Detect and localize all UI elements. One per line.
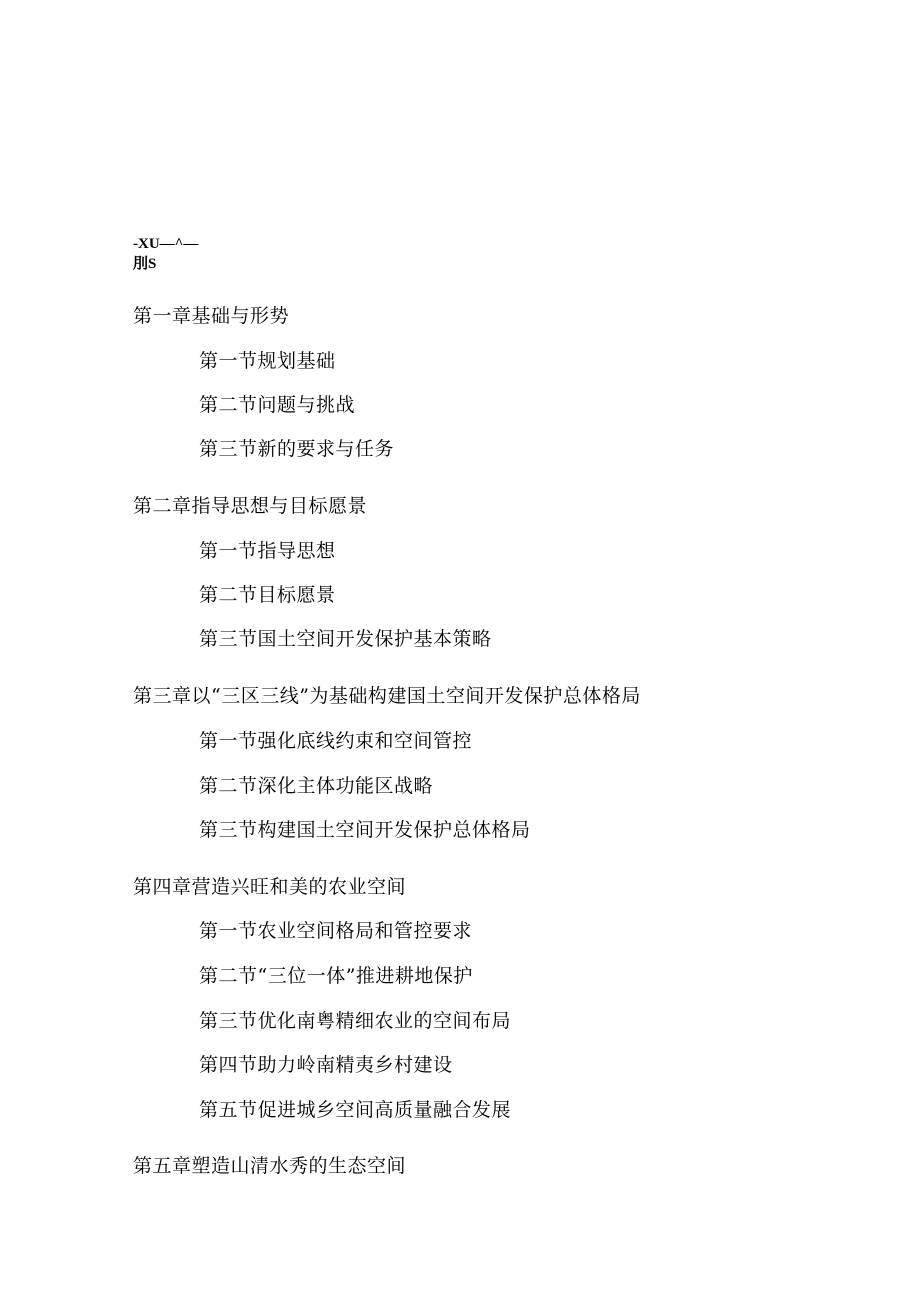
- toc-section-3-2: 第二节深化主体功能区战略: [199, 775, 434, 797]
- toc-section-2-3: 第三节国土空间开发保护基本策略: [199, 628, 492, 650]
- toc-section-4-4: 第四节助力岭南精夷乡村建设: [199, 1054, 453, 1076]
- toc-section-4-5: 第五节促进城乡空间高质量融合发展: [199, 1099, 512, 1121]
- toc-section-4-3: 第三节优化南粤精细农业的空间布局: [199, 1010, 512, 1032]
- toc-section-2-1: 第一节指导思想: [199, 540, 336, 562]
- toc-section-1-1: 第一节规划基础: [199, 350, 336, 372]
- toc-section-3-1: 第一节强化底线约束和空间管控: [199, 730, 473, 752]
- toc-section-1-3: 第三节新的要求与任务: [199, 438, 395, 460]
- toc-section-4-1: 第一节农业空间格局和管控要求: [199, 920, 473, 942]
- toc-section-1-2: 第二节问题与挑战: [199, 394, 356, 416]
- toc-chapter-2: 第二章指导思想与目标愿景: [133, 495, 368, 517]
- toc-chapter-1: 第一章基础与形势: [133, 305, 290, 327]
- header-line-1: -XU—^—: [133, 236, 199, 252]
- toc-section-4-2: 第二节“三位一体”推进耕地保护: [199, 965, 473, 987]
- toc-chapter-3: 第三章以“三区三线”为基础构建国土空间开发保护总体格局: [133, 685, 641, 707]
- toc-section-2-2: 第二节目标愿景: [199, 584, 336, 606]
- toc-section-3-3: 第三节构建国土空间开发保护总体格局: [199, 819, 531, 841]
- header-line-2: 刖S: [133, 256, 157, 272]
- toc-chapter-5: 第五章塑造山清水秀的生态空间: [133, 1155, 407, 1177]
- toc-chapter-4: 第四章营造兴旺和美的农业空间: [133, 876, 407, 898]
